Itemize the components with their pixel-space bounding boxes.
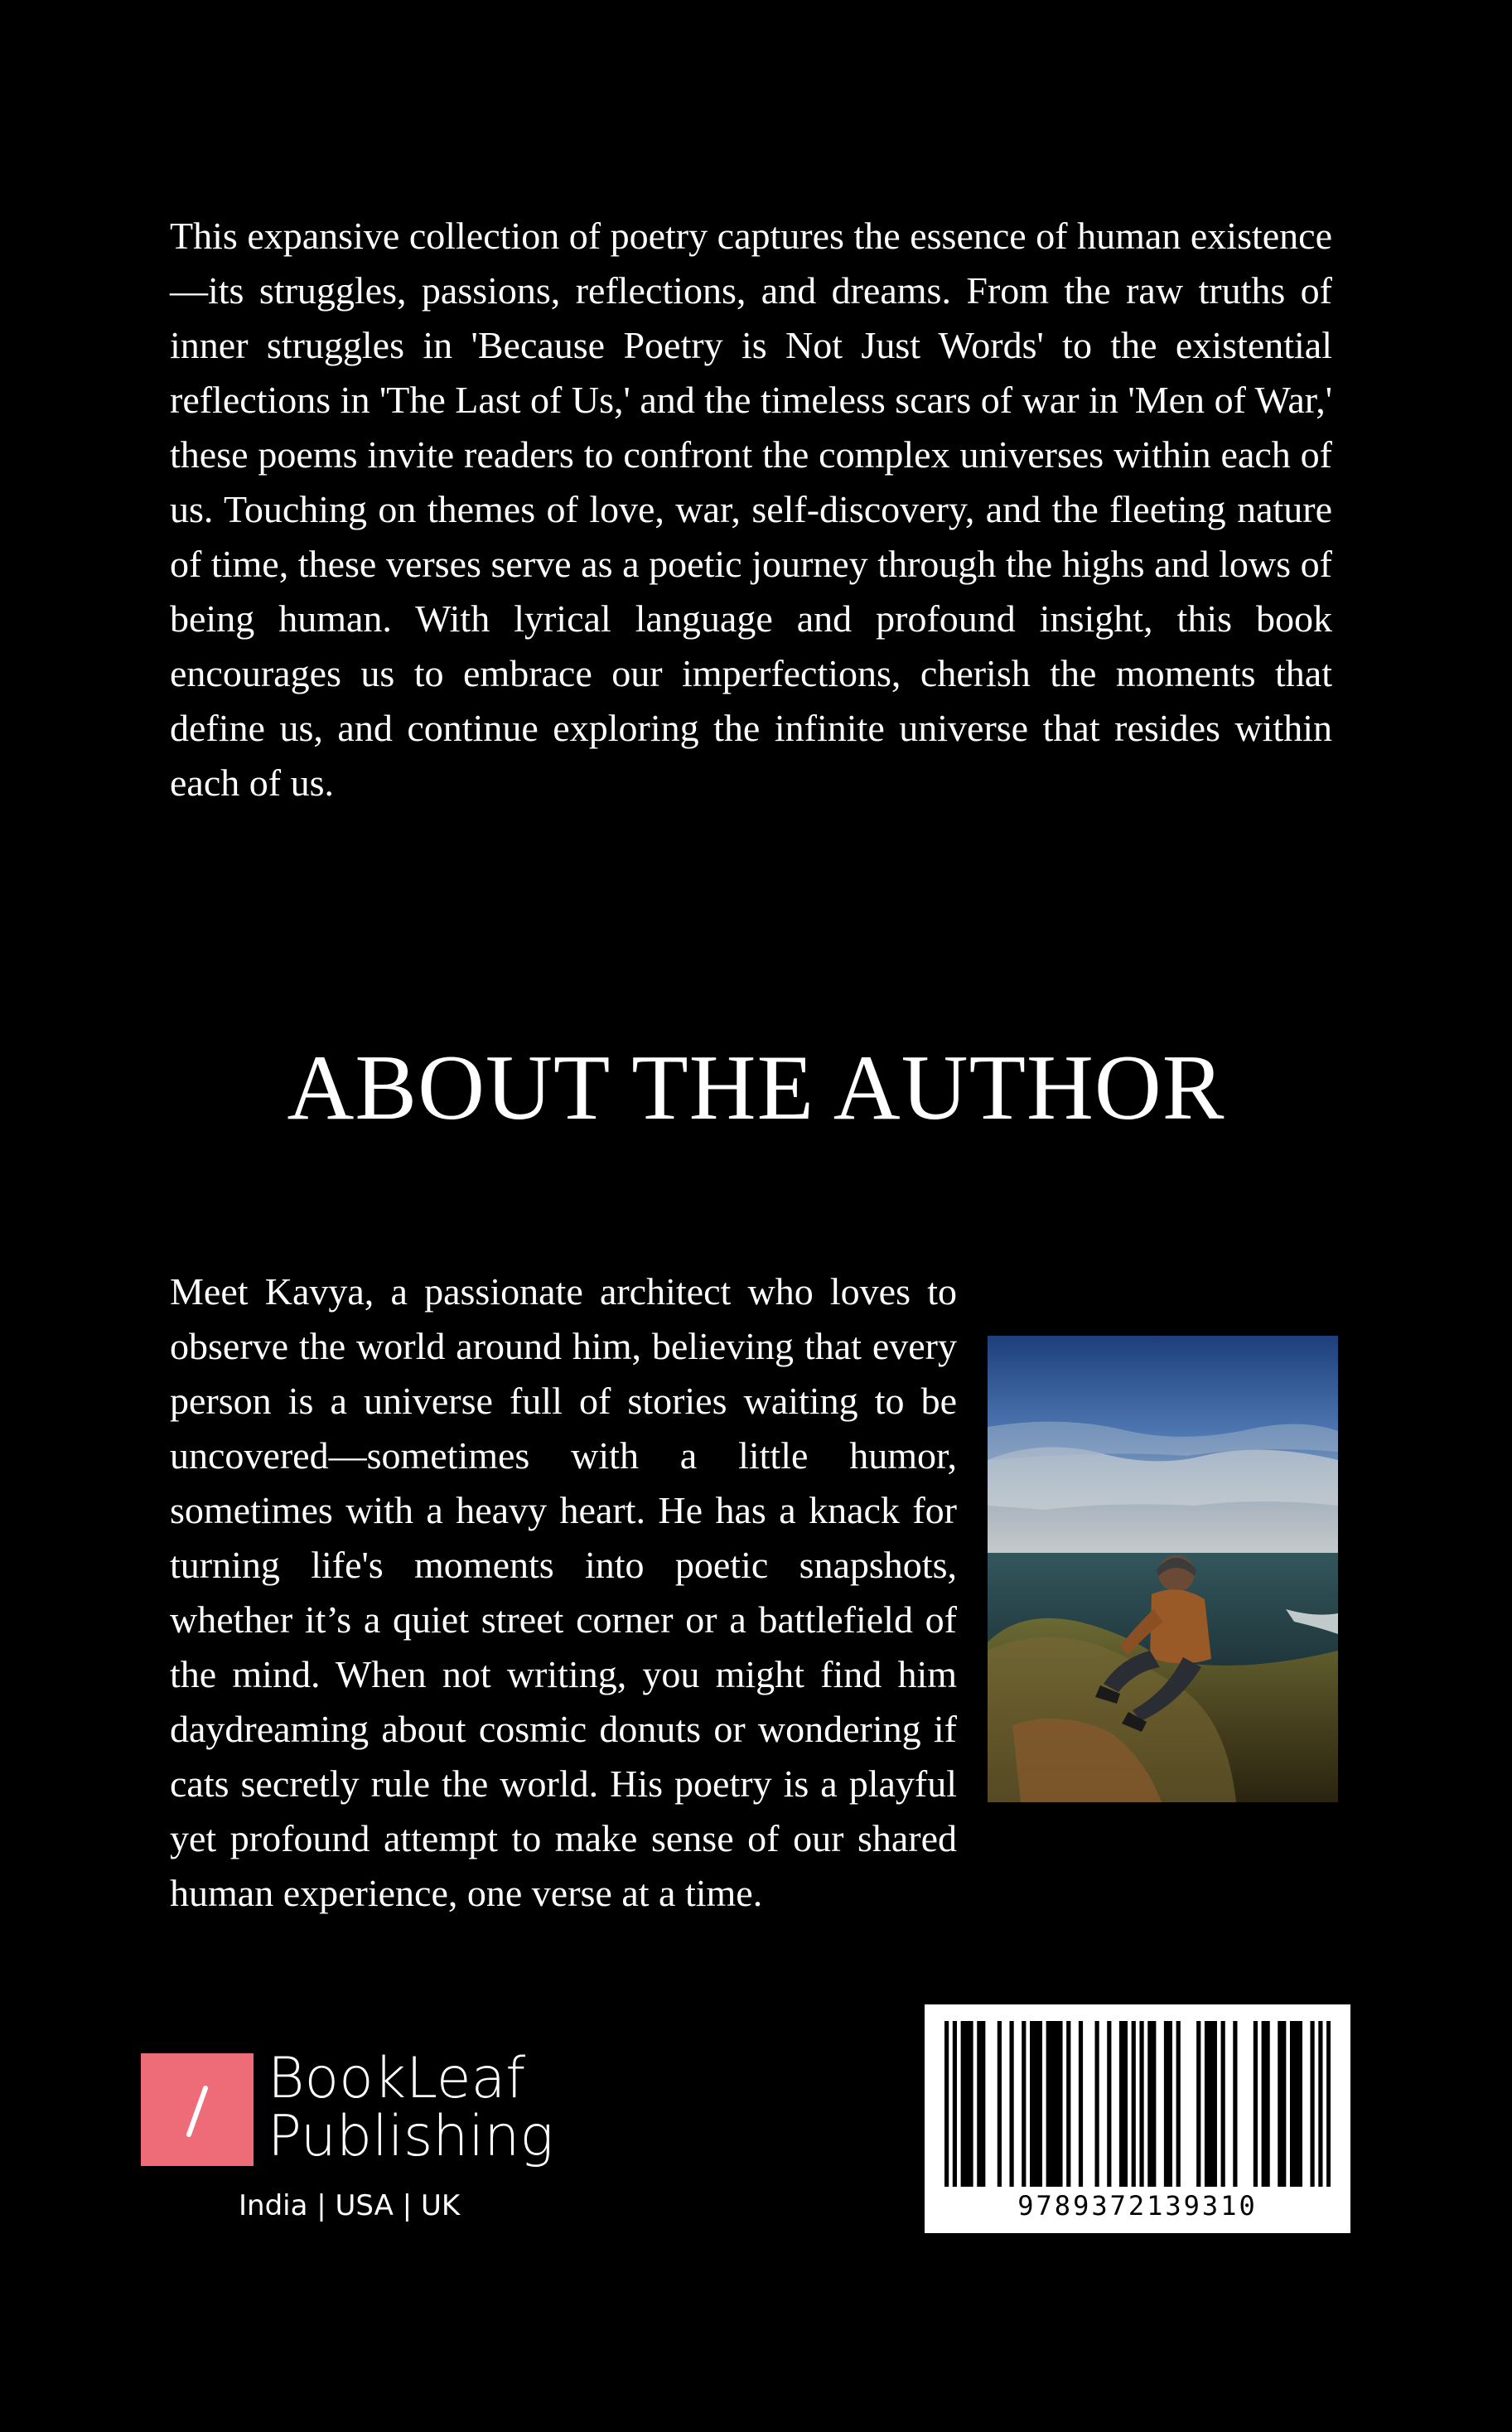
barcode-bar	[1278, 2021, 1282, 2187]
barcode-bar	[1123, 2021, 1128, 2187]
barcode-bar	[1030, 2021, 1034, 2187]
barcode-bar	[1262, 2021, 1266, 2187]
barcode-bar	[1310, 2021, 1314, 2187]
publisher-regions: India | USA | UK	[239, 2189, 461, 2222]
barcode-bars	[944, 2021, 1331, 2187]
barcode-bar	[1139, 2021, 1143, 2187]
barcode-bar	[1290, 2021, 1294, 2187]
about-author-heading: ABOUT THE AUTHOR	[287, 1037, 1225, 1139]
barcode-bar	[1266, 2021, 1270, 2187]
barcode-bar	[1164, 2021, 1168, 2187]
barcode-bar	[1282, 2021, 1286, 2187]
barcode-bar	[961, 2021, 965, 2187]
barcode-bar	[1233, 2021, 1237, 2187]
barcode-bar	[1176, 2021, 1181, 2187]
barcode-bar	[1058, 2021, 1062, 2187]
barcode-bar	[1196, 2021, 1200, 2187]
barcode-bar	[1147, 2021, 1152, 2187]
barcode-bar	[1079, 2021, 1083, 2187]
barcode-bar	[998, 2021, 1002, 2187]
barcode-bar	[1119, 2021, 1123, 2187]
barcode-bar	[1132, 2021, 1136, 2187]
barcode-bar	[1298, 2021, 1302, 2187]
barcode-bar	[1326, 2021, 1331, 2187]
author-photo	[988, 1336, 1338, 1802]
barcode-bar	[1038, 2021, 1042, 2187]
barcode-bar	[1254, 2021, 1258, 2187]
isbn-barcode	[925, 2004, 1350, 2233]
barcode-bar	[1221, 2021, 1225, 2187]
barcode-bar	[969, 2021, 973, 2187]
barcode-bar	[1009, 2021, 1013, 2187]
barcode-bar	[1034, 2021, 1038, 2187]
barcode-bar	[1209, 2021, 1213, 2187]
barcode-bar	[953, 2021, 957, 2187]
barcode-bar	[1051, 2021, 1055, 2187]
barcode-bar	[1094, 2021, 1099, 2187]
barcode-bar	[1213, 2021, 1217, 2187]
barcode-bar	[977, 2021, 981, 2187]
slash-icon	[141, 2053, 254, 2166]
barcode-bar	[1022, 2021, 1026, 2187]
book-blurb: This expansive collection of poetry captures the essence of human existence—its struggles, passions, reflections, and dreams. From the raw truths of inner struggles in 'Because Poetry is Not Just Words' to the existential reflections in 'The Last of Us,' and the timeless scars of war in 'Men of War,' these poems invite readers to confront the complex universes within each of us. Touching on themes of love, war, self-discovery, and the fleeting nature of time, these verses serve as a poetic journey through the highs and lows of being human. With lyrical language and profound insight, this book encourages us to embrace our imperfections, cherish the moments that define us, and continue exploring the infinite universe that resides within each of us.	[170, 215, 1332, 804]
barcode-bar	[1046, 2021, 1051, 2187]
barcode-bar	[1318, 2021, 1322, 2187]
author-bio: Meet Kavya, a passionate architect who loves to observe the world around him, believing that every person is a universe full of stories waiting to be uncovered—sometimes with a little humor, sometimes with a heavy heart. He has a knack for turning life's moments into poetic snapshots, whether it’s a quiet street corner or a battlefield of the mind. When not writing, you might find him daydreaming about cosmic donuts or wondering if cats secretly rule the world. His poetry is a playful yet profound attempt to make sense of our shared human experience, one verse at a time.	[170, 1270, 957, 1914]
barcode-bar	[1152, 2021, 1156, 2187]
publisher-name-line2: Publishing	[268, 2104, 554, 2169]
barcode-bar	[944, 2021, 949, 2187]
barcode-bar	[1205, 2021, 1209, 2187]
barcode-bar	[1294, 2021, 1298, 2187]
barcode-bar	[981, 2021, 985, 2187]
publisher-logo	[141, 2046, 572, 2236]
barcode-bar	[1066, 2021, 1070, 2187]
barcode-bar	[1107, 2021, 1111, 2187]
barcode-bar	[965, 2021, 969, 2187]
isbn-number: 9789372139310	[1017, 2190, 1258, 2222]
publisher-name-line1: BookLeaf	[268, 2046, 526, 2111]
barcode-bar	[1054, 2021, 1058, 2187]
barcode-bar	[1168, 2021, 1172, 2187]
